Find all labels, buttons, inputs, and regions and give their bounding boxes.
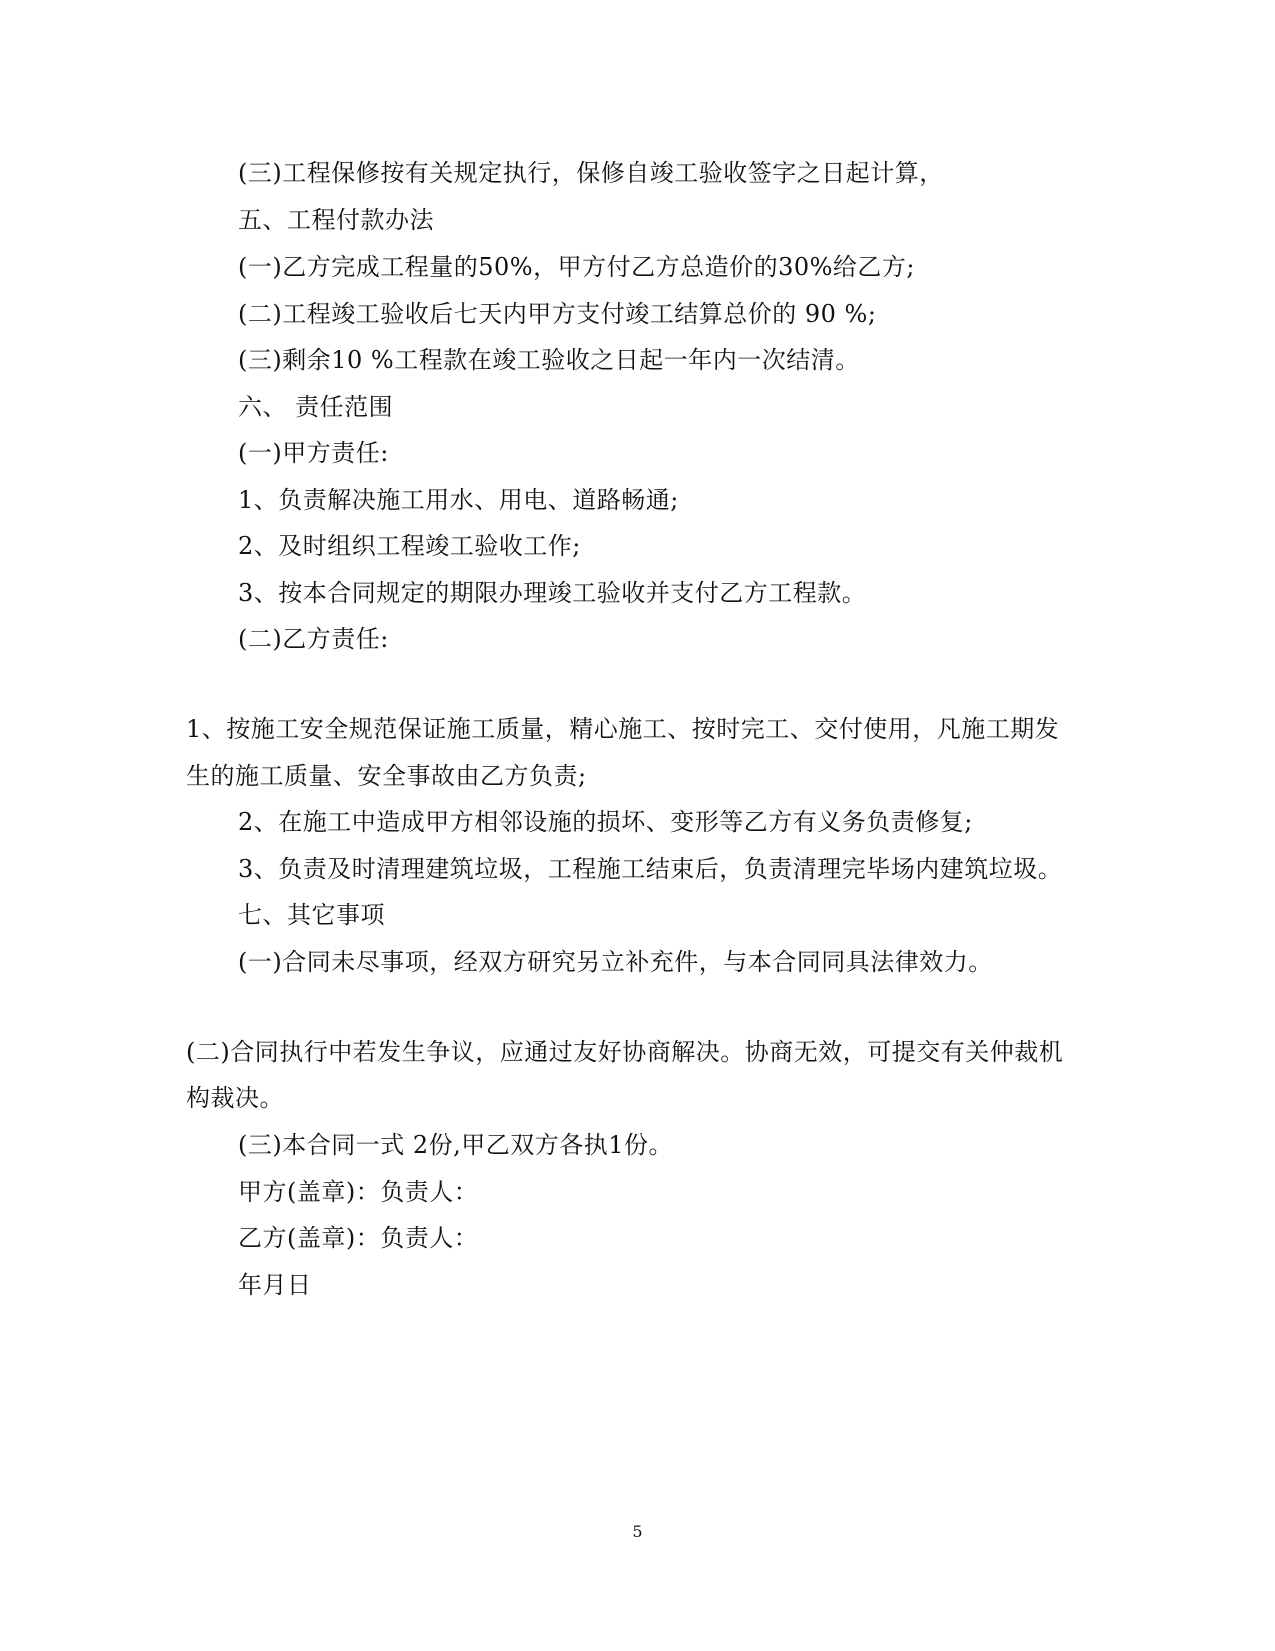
section-6-heading: 六、 责任范围	[238, 393, 394, 421]
party-b-signature-line: 乙方(盖章)：负责人：	[238, 1224, 479, 1252]
payment-clause-1: (一)乙方完成工程量的50%，甲方付乙方总造价的30%给乙方;	[238, 253, 915, 281]
payment-clause-2: (二)工程竣工验收后七天内甲方支付竣工结算总价的 90 %;	[238, 300, 877, 328]
section-5-heading: 五、工程付款办法	[238, 206, 434, 234]
party-a-duty-2: 2、及时组织工程竣工验收工作;	[238, 532, 581, 560]
party-a-duty-3: 3、按本合同规定的期限办理竣工验收并支付乙方工程款。	[238, 579, 867, 607]
date-line: 年月日	[238, 1271, 312, 1299]
party-b-duty-3: 3、负责及时清理建筑垃圾，工程施工结束后，负责清理完毕场内建筑垃圾。	[238, 855, 1063, 883]
party-a-duty-1: 1、负责解决施工用水、用电、道路畅通;	[238, 486, 679, 514]
party-b-duty-1-line-2: 生的施工质量、安全事故由乙方负责;	[186, 762, 587, 790]
party-b-duties-heading: (二)乙方责任:	[238, 625, 389, 653]
payment-clause-3: (三)剩余10 %工程款在竣工验收之日起一年内一次结清。	[238, 346, 860, 374]
other-matters-clause-3: (三)本合同一式 2份,甲乙双方各执1份。	[238, 1131, 674, 1159]
party-b-duty-1-line-1: 1、按施工安全规范保证施工质量，精心施工、按时完工、交付使用，凡施工期发	[186, 715, 1060, 743]
party-b-duty-2: 2、在施工中造成甲方相邻设施的损坏、变形等乙方有义务负责修复;	[238, 808, 973, 836]
warranty-clause-3: (三)工程保修按有关规定执行，保修自竣工验收签字之日起计算，	[238, 159, 944, 187]
other-matters-clause-2-line-2: 构裁决。	[186, 1084, 284, 1112]
section-7-heading: 七、其它事项	[238, 901, 385, 929]
party-a-duties-heading: (一)甲方责任:	[238, 439, 389, 467]
page-number: 5	[632, 1522, 643, 1541]
party-a-signature-line: 甲方(盖章)：负责人：	[238, 1178, 479, 1206]
other-matters-clause-1: (一)合同未尽事项，经双方研究另立补充件，与本合同同具法律效力。	[238, 948, 993, 976]
other-matters-clause-2-line-1: (二)合同执行中若发生争议，应通过友好协商解决。协商无效，可提交有关仲裁机	[186, 1038, 1064, 1066]
